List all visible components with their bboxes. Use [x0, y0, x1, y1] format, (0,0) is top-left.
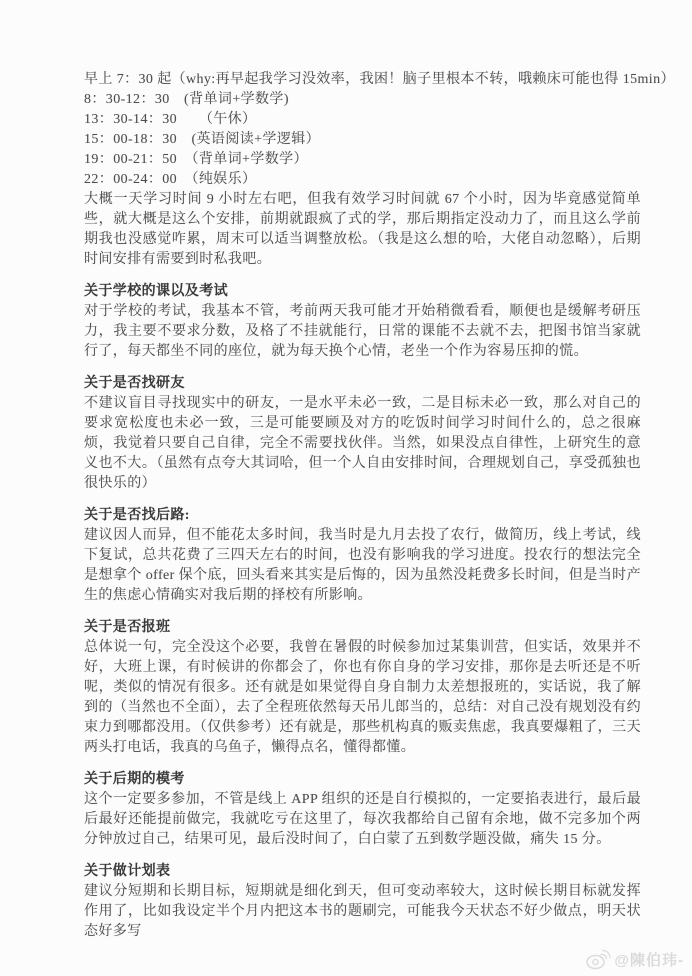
document-content [84, 70, 675, 942]
section-planning-table [84, 862, 641, 942]
schedule-line: 13：30-14：30 （午休） [84, 112, 257, 127]
section-body: 建议分短期和长期目标，短期就是细化到天，但可变动率较大，这时候长期目标就发挥作用了，比如我设定半个月内把这本书的题刷完，可能我今天状态不好少做点，明天状态好多写 [84, 884, 641, 939]
section-heading: 关于是否找研友 [84, 376, 185, 391]
section-backup-plan [84, 506, 641, 606]
section-study-partner [84, 374, 641, 494]
section-body: 对于学校的考试，我基本不管，考前两天我可能才开始稍微看看，顺便也是缓解考研压力，我主要不要求分数，及格了不挂就能行，日常的课能不去就不去，把图书馆当家就行了，每天都坐不同的座位，就为每天换个心情，老坐一个作为容易压抑的慌。 [84, 304, 641, 359]
intro-paragraph: 大概一天学习时间 9 小时左右吧，但我有效学习时间就 67 个小时，因为毕竟感觉简单些，就大概是这么个安排，前期就跟疯了式的学，那后期指定没动力了，而且这么学前期我也没感觉咋累，周末可以适当调整放松。（我是这么想的哈，大佬自动忽略），后期时间安排有需要到时私我吧。 [84, 192, 641, 267]
section-body: 不建议盲目寻找现实中的研友，一是水平未必一致，二是目标未必一致，那么对自己的要求宽松度也未必一致，三是可能要顾及对方的吃饭时间学习时间什么的，总之很麻烦，我觉着只要自己自律，完全不需要找伙伴。当然，如果没点自律性，上研究生的意义也不大。（虽然有点夸大其词哈，但一个人自由安排时间，合理规划自己，享受孤独也很快乐的） [84, 396, 641, 491]
schedule-line: 早上 7：30 起（why:再早起我学习没效率，我困！脑子里根本不转，哦赖床可能也得 15min） [84, 72, 675, 87]
section-school-exams [84, 282, 641, 362]
weibo-logo-icon [585, 948, 611, 970]
section-mock-exams [84, 770, 641, 850]
schedule-line: 8：30-12：30 (背单词+学数学) [84, 92, 289, 107]
schedule-line: 19：00-21：50 （背单词+学数学） [84, 152, 308, 167]
watermark-handle: @陳伯玮- [614, 951, 684, 969]
section-heading: 关于是否找后路: [84, 508, 190, 523]
weibo-watermark [585, 948, 684, 970]
schedule-line: 22：00-24：00 （纯娱乐） [84, 172, 257, 187]
daily-schedule-block [84, 70, 675, 190]
section-body: 总体说一句，完全没这个必要，我曾在暑假的时候参加过某集训营，但实话，效果并不好，大班上课，有时候讲的你都会了，你也有你自身的学习安排，那你是去听还是不听呢，类似的情况有很多。还有就是如果觉得自身自制力太差想报班的，实话说，我了解到的（当然也不全面），去了全程班依然每天吊儿郎当的，总结：对自己没有规划没有约束力到哪都没用。（仅供参考）还有就是，那些机构真的贩卖焦虑，我真要爆粗了，三天两头打电话，我真的乌鱼子，懒得点名，懂得都懂。 [84, 640, 641, 755]
section-training-class [84, 618, 641, 758]
section-heading: 关于学校的课以及考试 [84, 284, 228, 299]
section-heading: 关于做计划表 [84, 864, 171, 879]
section-heading: 关于是否报班 [84, 620, 171, 635]
section-body: 这个一定要多参加，不管是线上 APP 组织的还是自行模拟的，一定要掐表进行，最后最后最好还能提前做完，我就吃亏在这里了，每次我都给自己留有余地，做不完多加个两分钟放过自己，结果可见，最后没时间了，白白蒙了五到数学题没做，痛失 15 分。 [84, 792, 641, 847]
schedule-line: 15：00-18：30 (英语阅读+学逻辑） [84, 132, 321, 147]
section-heading: 关于后期的模考 [84, 772, 185, 787]
section-body: 建议因人而异，但不能花太多时间，我当时是九月去投了农行，做简历，线上考试，线下复试，总共花费了三四天左右的时间，也没有影响我的学习进度。投农行的想法完全是想拿个 offer 保个底，回头看来其实是后悔的，因为虽然没耗费多长时间，但是当时产生的焦虑心情确实对我后期的择校有所影响。 [84, 528, 641, 603]
